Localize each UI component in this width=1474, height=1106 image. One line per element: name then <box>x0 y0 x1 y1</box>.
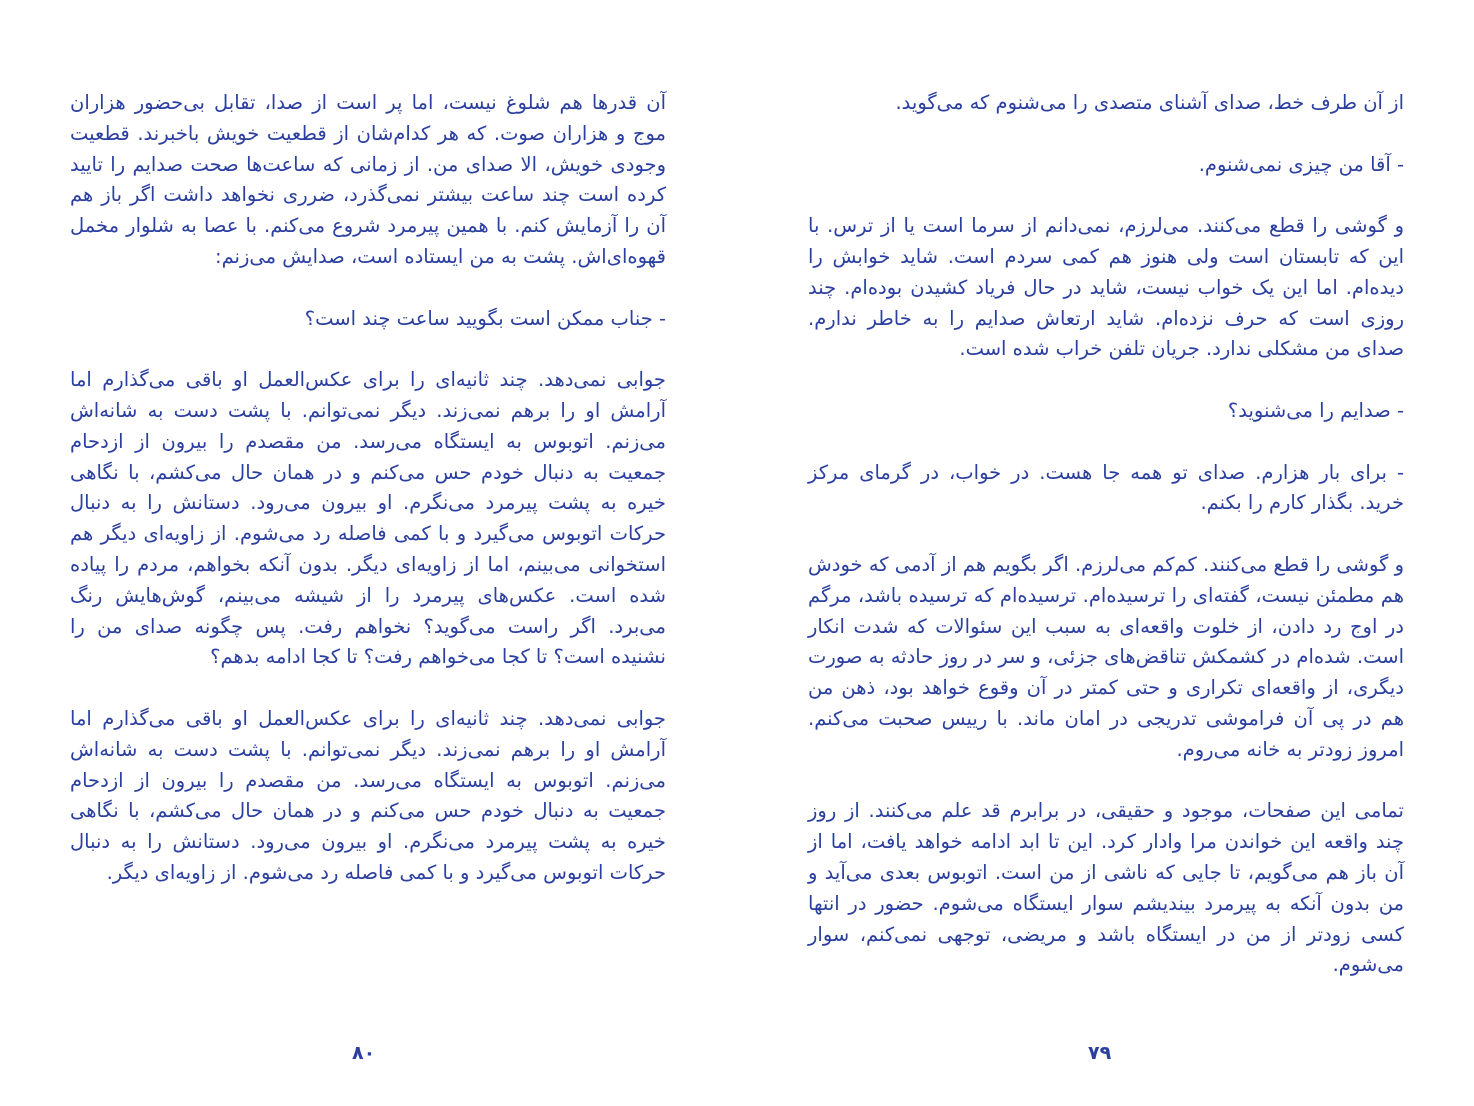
left-paragraph-1: آن قدرها هم شلوغ نیست، اما پر است از صدا، تقابل بی‌حضور هزاران موج و هزاران صوت. که هر کدام‌شان از قطعیت خویش باخبرند. قطعیت وجودی خویش، الا صدای من. از زمانی که ساعت‌ها صحت صدایم را تایید کرده است چند ساعت بیشتر نمی‌گذرد، ضرری نخواهد داشت اگر باز هم آن را آزمایش کنم. با همین پیرمرد شروع می‌کنم. با عصا به شلوار مخمل قهوه‌ای‌اش. پشت به من ایستاده است، صدایش می‌زنم: <box>70 91 666 268</box>
right-paragraph-5: - برای بار هزارم. صدای تو همه جا هست. در خواب، در گرمای مرکز خرید. بگذار کارم را بکنم. <box>808 460 1404 515</box>
page-number-right: ۷۹ <box>1088 1042 1112 1064</box>
left-paragraph-4: جوابی نمی‌دهد. چند ثانیه‌ای را برای عکس‌العمل او باقی می‌گذارم اما آرامش او را برهم نمی‌زند. دیگر نمی‌توانم. با پشت دست به شانه‌اش می‌زنم. اتوبوس به ایستگاه می‌رسد. من مقصدم را بیرون از ازدحام جمعیت به دنبال خودم حس می‌کنم و در همان حال می‌کشم، با نگاهی خیره به پشت پیرمرد می‌نگرم. او بیرون می‌رود. دستانش را به دنبال حرکات اتوبوس می‌گیرد و با کمی فاصله رد می‌شوم. از زاویه‌ای دیگر. <box>70 706 666 884</box>
right-paragraph-3: و گوشی را قطع می‌کنند. می‌لرزم، نمی‌دانم از سرما است یا از ترس. با این که تابستان است ولی هنوز هم کمی سردم است. شاید خوابش را دیده‌ام. اما این یک خواب نیست، شاید در حال فریاد کشیدن بوده‌ام. چند روزی است که حرف نزده‌ام. شاید ارتعاش صدایم را به خاطر ندارم. صدای من مشکلی ندارد. جریان تلفن خراب شده است. <box>808 214 1404 361</box>
left-page <box>70 88 666 920</box>
right-paragraph-1: از آن طرف خط، صدای آشنای متصدی را می‌شنوم که می‌گوید. <box>895 91 1404 114</box>
left-paragraph-2: - جناب ممکن است بگویید ساعت چند است؟ <box>304 306 666 330</box>
right-page <box>808 88 1404 1012</box>
right-paragraph-2: - آقا من چیزی نمی‌شنوم. <box>1198 152 1404 176</box>
right-paragraph-6: و گوشی را قطع می‌کنند. کم‌کم می‌لرزم. اگر بگویم هم از آدمی که خودش هم مطمئن نیست، گفته‌ای را ترسیده‌ام. ترسیده‌ام که ترسیده باشد، مرگم در اوج رد دادن، از خلوت واقعه‌ای به سبب این سئوالات که شدت انکار است. شده‌ام در کشمکش تناقض‌های جزئی، و سر در روز حادثه به صورت دیگری، از واقعه‌ای تکراری و حتی کمتر در آن وقوع خواهد بود، ذهن من هم در پی آن فراموشی تدریجی در امان ماند. با رییس صحبت می‌کنم. امروز زودتر به خانه می‌روم. <box>808 552 1404 761</box>
left-paragraph-3: جوابی نمی‌دهد. چند ثانیه‌ای را برای عکس‌العمل او باقی می‌گذارم اما آرامش او را برهم نمی‌زند. دیگر نمی‌توانم. با پشت دست به شانه‌اش می‌زنم. اتوبوس به ایستگاه می‌رسد. من مقصدم را بیرون از ازدحام جمعیت به دنبال خودم حس می‌کنم و در همان حال می‌کشم، با نگاهی خیره به پشت پیرمرد می‌نگرم. او بیرون می‌رود. دستانش را به دنبال حرکات اتوبوس می‌گیرد و با کمی فاصله رد می‌شوم. از زاویه‌ای دیگر هم استخوانی می‌بینم، اما از زاویه‌ای دیگر. بدون آنکه بخواهم، مردم را پیاده شده است. عکس‌های پیرمرد را از شیشه می‌بینم، گوش‌هایش رنگ می‌برد. اگر راست می‌گوید؟ نخواهم رفت. پس چگونه صدای من را نشنیده است؟ تا کجا می‌خواهم رفت؟ تا کجا ادامه بدهم؟ <box>70 368 666 669</box>
page-number-left: ۸۰ <box>352 1042 376 1064</box>
right-paragraph-7: تمامی این صفحات، موجود و حقیقی، در برابرم قد علم می‌کنند. از روز چند واقعه این خواندن مرا وادار کرد. این تا ابد ادامه خواهد یافت، اما از آن باز هم می‌گویم، تا جایی که ناشی از من است. اتوبوس بعدی می‌آید و من بدون آنکه به پیرمرد بیندیشم سوار ایستگاه می‌شوم. حضور در انتها کسی زودتر از من در ایستگاه باشد و مریضی، توجهی نمی‌کنم، سوار می‌شوم. <box>808 799 1404 977</box>
right-paragraph-4: - صدایم را می‌شنوید؟ <box>1227 398 1404 422</box>
